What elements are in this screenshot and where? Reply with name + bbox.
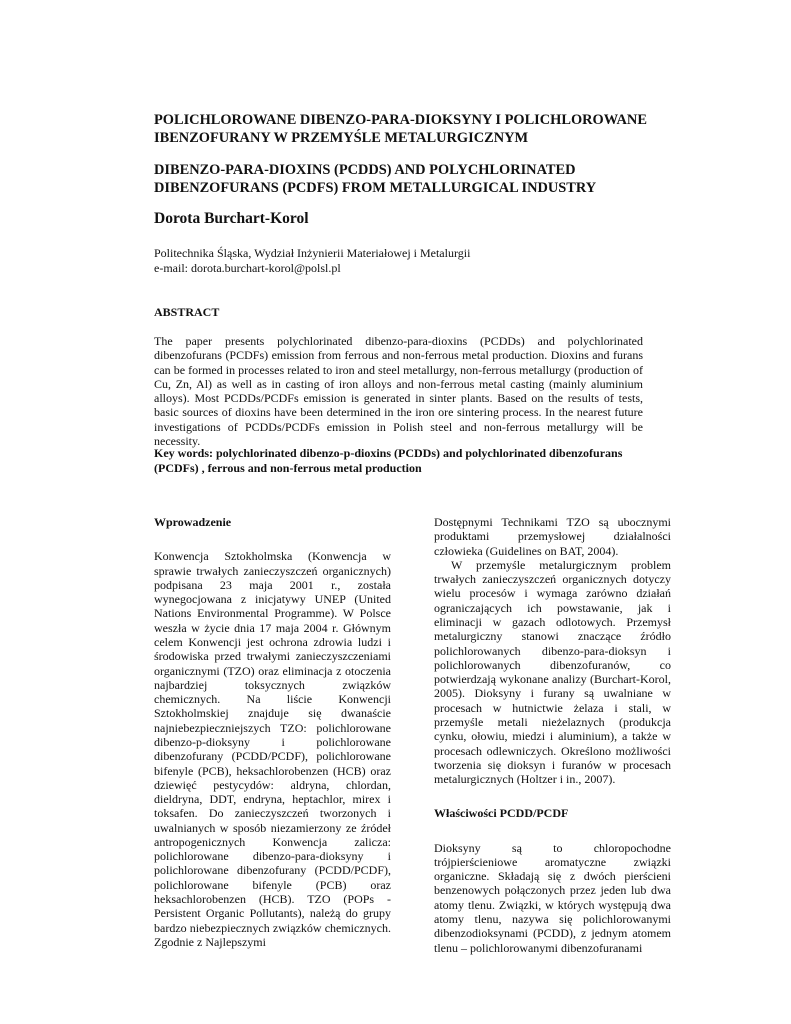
intro-paragraph-1-continued: Dostępnymi Technikami TZO są ubocznymi produktami przemysłowej działalności człowieka (Guidelines on BAT, 2004). — [434, 515, 671, 558]
abstract-heading: ABSTRACT — [154, 305, 220, 319]
intro-paragraph-1: Konwencja Sztokholmska (Konwencja w sprawie trwałych zanieczyszczeń organicznych) podpisana 23 maja 2001 r., została wynegocjowana z inicjatywy UNEP (United Nations Environmental Programme). W Polsce weszła w życie dnia 17 maja 2004 r. Głównym celem Konwencji jest ochrona zdrowia ludzi i środowiska przed trwałymi zanieczyszczeniami organicznymi (TZO) oraz eliminacja z otoczenia najbardziej toksycznych związków chemicznych. Na liście Konwencji Sztokholmskiej znajduje się dwanaście najniebezpieczniejszych TZO: polichlorowane dibenzo-p-dioksyny i polichlorowane dibenzofurany (PCDD/PCDF), polichlorowane bifenyle (PCB), heksachlorobenzen (HCB) oraz dziewięć pestycydów: aldryna, chlordan, dieldryna, DDT, endryna, heptachlor, mirex i toksafen. Do zanieczyszczeń tworzonych i uwalnianych w sposób niezamierzony ze źródeł antropogenicznych Konwencja zalicza: polichlorowane dibenzo-para-dioksyny i polichlorowane dibenzofurany (PCDD/PCDF), polichlorowane bifenyle (PCB) oraz heksachlorobenzen (HCB). TZO (POPs - Persistent Organic Pollutants), należą do grupy bardzo niebezpiecznych związków chemicznych. Zgodnie z Najlepszymi — [154, 549, 391, 949]
affiliation: Politechnika Śląska, Wydział Inżynierii Materiałowej i Metalurgii — [154, 246, 471, 260]
section-heading-introduction: Wprowadzenie — [154, 515, 232, 529]
intro-paragraph-2: W przemyśle metalurgicznym problem trwałych zanieczyszczeń organicznych dotyczy wielu procesów i wymaga zarówno działań ograniczających ich powstawanie, jak i eliminacji w gazach odlotowych. Przemysł metalurgiczny stanowi znaczące źródło polichlorowanych dibenzo-para-dioksyn i polichlorowanych dibenzofuranów, co potwierdzają wykonane analizy (Burchart-Korol, 2005). Dioksyny i furany są uwalniane w procesach w hutnictwie żelaza i stali, w przemyśle metali nieżelaznych (produkcja cynku, ołowiu, miedzi i aluminium), a także w procesach odlewniczych. Określono możliwości tworzenia się dioksyn i furanów w procesach metalurgicznych (Holtzer i in., 2007). — [434, 557, 671, 787]
title-polish — [154, 111, 664, 147]
title-polish-line-2: IBENZOFURANY W PRZEMYŚLE METALURGICZNYM — [154, 130, 529, 146]
title-english-line-2: DIBENZOFURANS (PCDFS) FROM METALLURGICAL INDUSTRY — [154, 180, 597, 196]
abstract-text: The paper presents polychlorinated dibenzo-para-dioxins (PCDDs) and polychlorinated dibenzofurans (PCDFs) emission from ferrous and non-ferrous metal production. Dioxins and furans can be formed in processes related to iron and steel metallurgy, non-ferrous metallurgy (production of Cu, Zn, Al) as well as in casting of iron alloys and non-ferrous metal casting (mainly aluminium alloys). Most PCDDs/PCDFs emission is generated in sinter plants. Based on the results of tests, basic sources of dioxins have been determined in the iron ore sintering process. In the nearest future investigations of PCDDs/PCDFs emission in Polish steel and non-ferrous metallurgy will be necessity. — [154, 334, 643, 449]
properties-paragraph-1: Dioksyny są to chloropochodne trójpierścieniowe aromatyczne związki organiczne. Składają się z dwóch pierścieni benzenowych połączonych przez jeden lub dwa atomy tlenu. Związki, w których występują dwa atomy tlenu, nazywa się polichlorowanymi dibenzodioksynami (PCDD), z jednym atomem tlenu – polichlorowanymi dibenzofuranami — [434, 840, 671, 955]
author-email: e-mail: dorota.burchart-korol@polsl.pl — [154, 260, 341, 275]
keywords: Key words: polychlorinated dibenzo-p-dioxins (PCDDs) and polychlorinated dibenzofurans (PCDFs) , ferrous and non-ferrous metal production — [154, 446, 623, 475]
affiliation-block — [154, 246, 470, 275]
section-heading-properties: Właściwości PCDD/PCDF — [434, 806, 569, 821]
column-right — [434, 515, 671, 955]
author-name: Dorota Burchart-Korol — [154, 210, 309, 227]
title-english — [154, 161, 664, 197]
title-english-line-1: DIBENZO-PARA-DIOXINS (PCDDS) AND POLYCHLORINATED — [154, 162, 576, 178]
title-polish-line-1: POLICHLOROWANE DIBENZO-PARA-DIOKSYNY I POLICHLOROWANE — [154, 112, 647, 128]
column-left — [154, 515, 391, 949]
